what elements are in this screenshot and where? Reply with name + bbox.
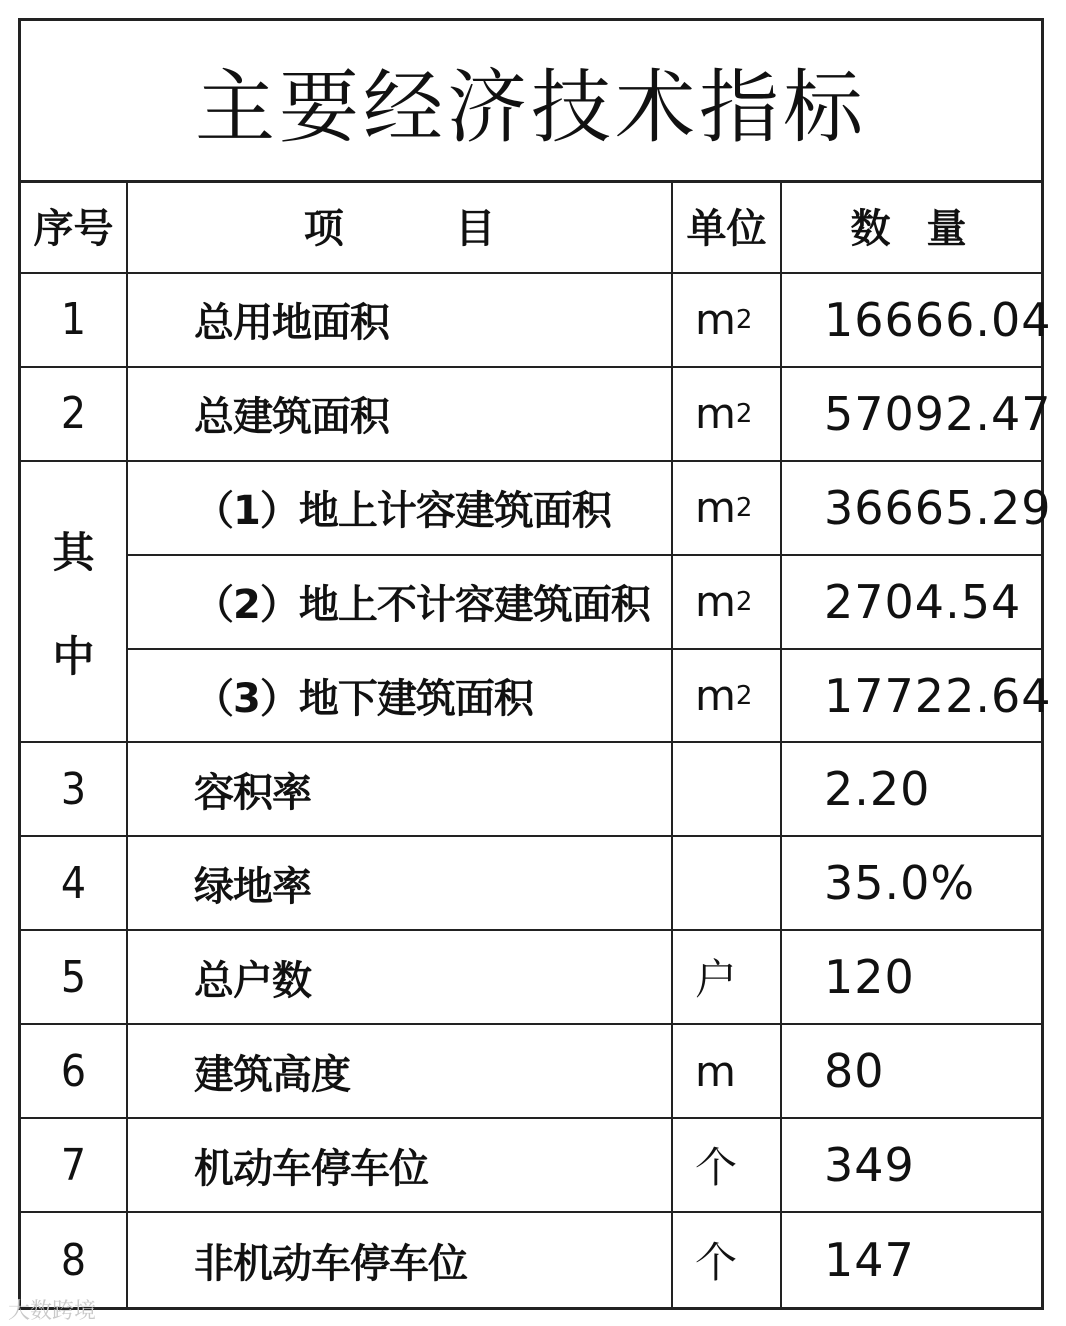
row-unit [673,743,782,837]
unit-base: m [695,577,736,627]
row-unit [673,1213,782,1307]
header-qty: 数量 [782,180,1041,274]
header-seq: 序号 [21,180,128,274]
row-qty: 80 [782,1025,1041,1119]
row-qty: 17722.64 [782,650,1041,744]
row-seq: 2 [21,368,128,462]
unit-sup: 2 [735,586,753,617]
row-seq: 5 [21,931,128,1025]
row-unit [673,462,782,556]
table-title: 主要经济技术指标 [21,21,1041,183]
row-item: 绿地率 [128,837,673,931]
header-unit: 单位 [673,180,782,274]
unit-sup: 2 [735,492,753,523]
row-qty: 16666.04 [782,274,1041,368]
row-seq: 4 [21,837,128,931]
indicator-table [18,18,1052,1310]
row-unit [673,650,782,744]
unit-base: 个 [695,1143,738,1193]
row-seq: 8 [21,1213,128,1307]
row-unit [673,1119,782,1213]
row-item: 总建筑面积 [128,368,673,462]
row-qty: 2704.54 [782,556,1041,650]
row-item: （3）地下建筑面积 [128,650,673,744]
row-item: 容积率 [128,743,673,837]
row-unit [673,931,782,1025]
unit-sup: 2 [735,304,753,335]
row-item: 总用地面积 [128,274,673,368]
row-unit [673,368,782,462]
row-qty: 36665.29 [782,462,1041,556]
unit-base: m [695,1046,736,1096]
row-unit [673,1025,782,1119]
unit-sup: 2 [735,680,753,711]
row-qty: 120 [782,931,1041,1025]
row-unit [673,556,782,650]
row-seq: 6 [21,1025,128,1119]
merged-label-cell [21,462,128,744]
row-seq: 1 [21,274,128,368]
watermark: 大数跨境 [8,1299,97,1324]
row-item: 机动车停车位 [128,1119,673,1213]
unit-base: m [695,389,736,439]
row-item: （2）地上不计容建筑面积 [128,556,673,650]
unit-base: 户 [695,955,738,1005]
header-item [128,180,673,274]
unit-base: 个 [695,1238,738,1288]
row-qty: 57092.47 [782,368,1041,462]
row-item: 建筑高度 [128,1025,673,1119]
row-unit [673,274,782,368]
merged-label-bottom: 中 [52,631,95,681]
row-unit [673,837,782,931]
row-item: 总户数 [128,931,673,1025]
row-item: 非机动车停车位 [128,1213,673,1307]
unit-base: m [695,671,736,721]
unit-base: m [695,295,736,345]
row-qty: 35.0% [782,837,1041,931]
row-seq: 3 [21,743,128,837]
row-seq: 7 [21,1119,128,1213]
row-qty: 2.20 [782,743,1041,837]
header-item-b: 目 [455,206,496,253]
unit-base: m [695,483,736,533]
table-grid [21,180,1052,1307]
unit-sup: 2 [735,398,753,429]
header-item-a: 项 [303,206,344,253]
merged-label-top: 其 [52,527,95,577]
row-item: （1）地上计容建筑面积 [128,462,673,556]
row-qty: 349 [782,1119,1041,1213]
row-qty: 147 [824,1233,915,1288]
